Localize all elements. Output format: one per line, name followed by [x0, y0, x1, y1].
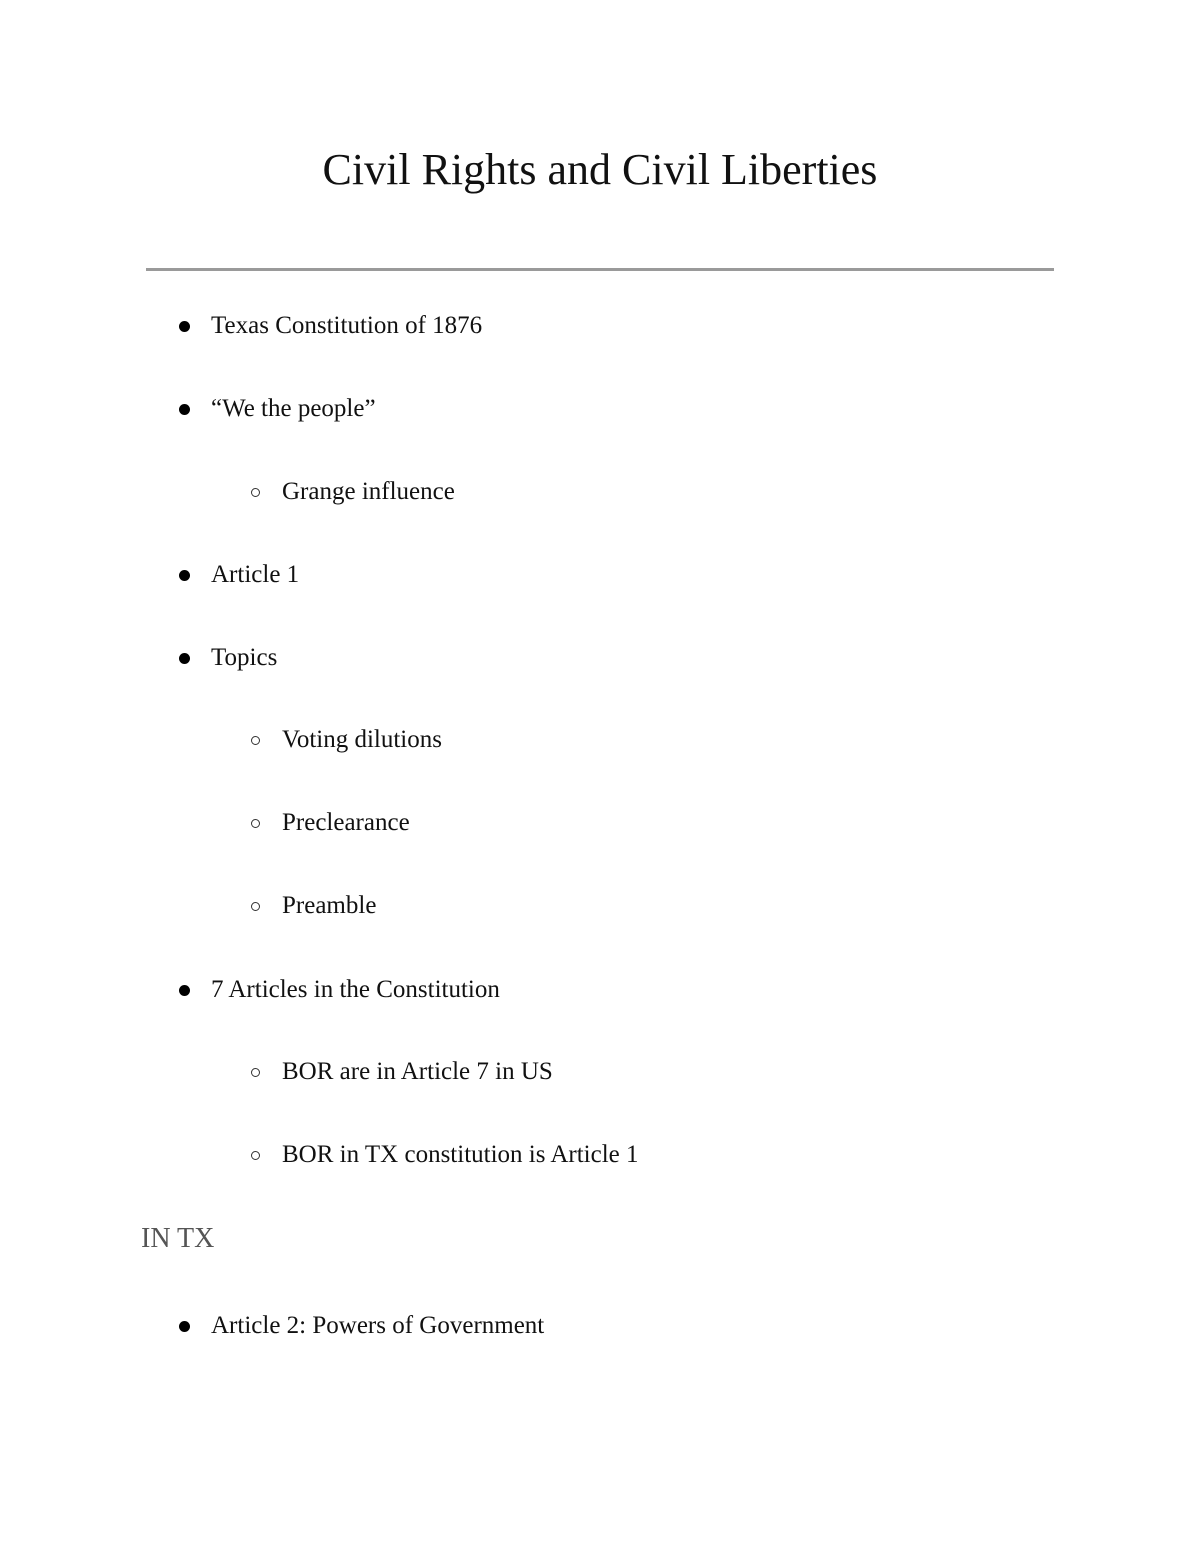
- sub-list-item-text: Grange influence: [282, 478, 455, 505]
- list-item-text: 7 Articles in the Constitution: [211, 976, 500, 1003]
- filled-bullet-icon: [179, 570, 190, 581]
- hollow-bullet-icon: [251, 819, 260, 828]
- filled-bullet-icon: [179, 321, 190, 332]
- list-item-text: Article 2: Powers of Government: [211, 1312, 545, 1339]
- list-item-text: Article 1: [211, 561, 300, 588]
- list-item-text: Texas Constitution of 1876: [211, 312, 483, 339]
- list-item-text: “We the people”: [211, 395, 376, 422]
- hollow-bullet-icon: [251, 1068, 260, 1077]
- list-item-text: Topics: [211, 644, 278, 671]
- sub-list-item-text: Preclearance: [282, 809, 410, 836]
- title-divider: [146, 268, 1054, 271]
- filled-bullet-icon: [179, 1321, 190, 1332]
- filled-bullet-icon: [179, 404, 190, 415]
- sub-list-item-text: Voting dilutions: [282, 726, 442, 753]
- hollow-bullet-icon: [251, 902, 260, 911]
- hollow-bullet-icon: [251, 1151, 260, 1160]
- sub-list-item-text: Preamble: [282, 892, 377, 919]
- filled-bullet-icon: [179, 985, 190, 996]
- hollow-bullet-icon: [251, 488, 260, 497]
- filled-bullet-icon: [179, 653, 190, 664]
- sub-list-item-text: BOR are in Article 7 in US: [282, 1058, 553, 1085]
- hollow-bullet-icon: [251, 736, 260, 745]
- section-heading: IN TX: [141, 1223, 215, 1254]
- sub-list-item-text: BOR in TX constitution is Article 1: [282, 1141, 639, 1168]
- page-title: Civil Rights and Civil Liberties: [322, 145, 878, 194]
